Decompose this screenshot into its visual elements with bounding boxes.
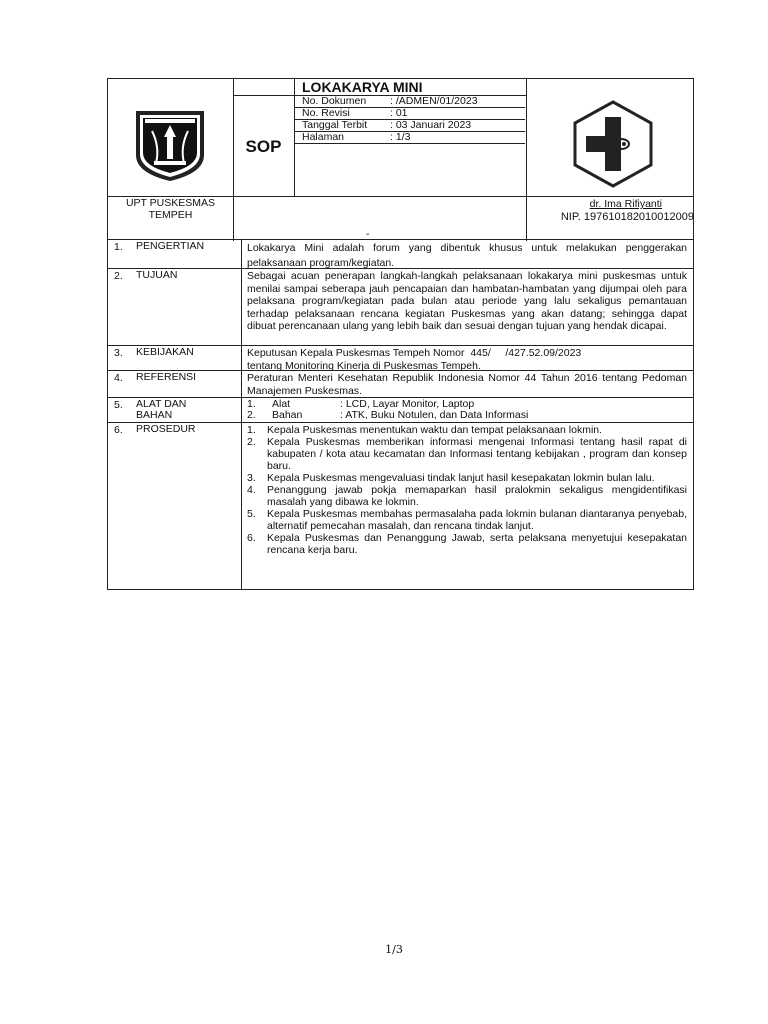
section-pengertian: 1. PENGERTIAN Lokakarya Mini adalah forum yang dibentuk khusus untuk melakukan penggerakan pelaksanaan program/kegiatan. (107, 240, 694, 269)
section-referensi: 4. REFERENSI Peraturan Menteri Kesehatan Republik Indonesia Nomor 44 Tahun 2016 tentang Pedoman Manajemen Puskesmas. (107, 371, 694, 398)
document-title: LOKAKARYA MINI (302, 79, 423, 95)
procedure-step: 5. Kepala Puskesmas membahas permasalaha pada lokmin bulanan diantaranya penyebab, alternatif pemecahan masalah, dan rencana tindak lanjut. (247, 508, 687, 532)
info-row: Halaman : 1/3 (294, 132, 525, 144)
puskesmas-logo-cell (526, 79, 693, 196)
info-row: Tanggal Terbit : 03 Januari 2023 (294, 120, 525, 132)
puskesmas-cross-logo-icon (571, 99, 655, 189)
section-alat-bahan: 5. ALAT DAN BAHAN 1. Alat : LCD, Layar Monitor, Laptop 2. Bahan : ATK, Buku Notulen, dan Data Informasi (107, 398, 694, 423)
regency-emblem-icon (132, 107, 208, 183)
logo-cell (108, 79, 234, 196)
info-row: No. Dokumen : /ADMEN/01/2023 (294, 96, 525, 108)
info-row: No. Revisi : 01 (294, 108, 525, 120)
sop-cell (233, 79, 295, 196)
header-table (107, 78, 694, 240)
procedure-step: 2. Kepala Puskesmas memberikan informasi mengenai Informasi tentang hasil rapat di kabupaten / kota atau kecamatan dan Informasi tentang kebijakan , program dan konsep baru. (247, 436, 687, 472)
section-prosedur: 6. PROSEDUR 1. Kepala Puskesmas menentukan waktu dan tempat pelaksanaan lokmin. 2. Kepala Puskesmas memberikan informasi mengenai Informasi tentang hasil rapat di kabupaten / kota atau kecamatan dan Informasi tentang kebijakan , program dan konsep baru. 3. Kepala Puskesmas mengevaluasi tindak lanjut hasil kesepakatan lokmin bulan lalu. 4. Penanggung jawab pokja memaparkan hasil pralokmin sekaligus mengidentifikasi masalah yang dibawa ke lokmin. 5. Kepala Puskesmas membahas permasalaha pada lokmin bulanan diantaranya penyebab, alternatif pemecahan masalah, dan rencana tindak lanjut. 6. Kepala Puskesmas dan Penanggung Jawab, serta pelaksana menyetujui kesepakatan rencana kerja baru. (107, 423, 694, 590)
procedure-step: 1. Kepala Puskesmas menentukan waktu dan tempat pelaksanaan lokmin. (247, 424, 603, 436)
sop-label: SOP (245, 137, 282, 156)
signer-nip: NIP. 197610182010012009 (560, 211, 694, 223)
title-info-cell (294, 79, 527, 196)
section-tujuan: 2. TUJUAN Sebagai acuan penerapan langkah-langkah pelaksanaan lokakarya mini puskesmas untuk menilai sampai seberapa jauh pencapaian dan hambatan-hambatan yang dijumpai oleh para pelaksana program/kegiatan pada bulan atau periode yang lalu sekaligus pemantauan terhadap pelaksanaan rencana kegiatan Puskesmas yang akan datang; sehingga dapat dibuat perencanaan ulang yang lebih baik dan sesuai dengan tujuan yang hendak dicapai. (107, 269, 694, 346)
unit-name: UPT PUSKESMAS TEMPEH (125, 197, 216, 221)
list-item: 2. Bahan : ATK, Buku Notulen, dan Data Informasi (247, 409, 529, 421)
procedure-step: 4. Penanggung jawab pokja memaparkan hasil pralokmin sekaligus mengidentifikasi masalah yang dibawa ke lokmin. (247, 484, 687, 508)
procedure-step: 6. Kepala Puskesmas dan Penanggung Jawab, serta pelaksana menyetujui kesepakatan rencana kerja baru. (247, 532, 687, 556)
signer-name: dr. Ima Rifiyanti (589, 198, 662, 210)
section-kebijakan: 3. KEBIJAKAN Keputusan Kepala Puskesmas Tempeh Nomor 445/ /427.52.09/2023 tentang Monitoring Kinerja di Puskesmas Tempeh. (107, 346, 694, 371)
list-item: 1. Alat : LCD, Layar Monitor, Laptop (247, 398, 475, 410)
dash-mark: - (366, 228, 370, 240)
procedure-step: 3. Kepala Puskesmas mengevaluasi tindak lanjut hasil kesepakatan lokmin bulan lalu. (247, 472, 655, 484)
page-number: 1/3 (385, 943, 403, 956)
